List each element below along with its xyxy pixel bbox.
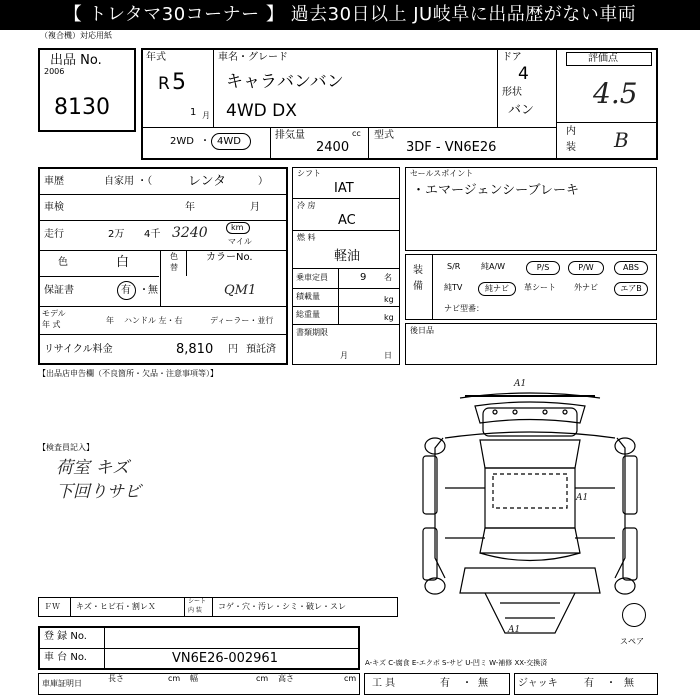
gross-unit: kg xyxy=(384,313,394,322)
equipment-label-1: 装 xyxy=(413,265,423,276)
registration-label: 登 録 No. xyxy=(44,631,87,642)
model-year-label-1: モデル xyxy=(42,309,66,318)
model-year-handle: ハンドル 左・右 xyxy=(124,316,183,325)
mileage-unit-mile: マイル xyxy=(228,237,252,246)
seat-label-1: シート xyxy=(188,598,207,605)
recycle-value: 8,810 xyxy=(176,342,214,357)
model-value: 3DF - VN6E26 xyxy=(406,140,497,155)
diagram-mark-right: A1 xyxy=(576,493,589,503)
spare-label: スペア xyxy=(620,637,644,646)
body-type-label: 形状 xyxy=(502,87,522,98)
gross-label: 総重量 xyxy=(296,310,320,319)
jack-dot: ・ xyxy=(606,678,616,689)
equip-ps: P/S xyxy=(526,261,560,275)
mileage-man: 2万 xyxy=(108,229,125,240)
garage-cm-2: cm xyxy=(256,674,269,683)
door-value: 4 xyxy=(518,64,529,84)
inspector-line-1: 荷室 キズ xyxy=(56,458,130,478)
navi-model-label: ナビ型番： xyxy=(444,304,484,313)
recycle-unit: 円 xyxy=(228,344,238,355)
inspection-label: 車検 xyxy=(44,202,64,213)
lot-stamp: 2006 xyxy=(44,67,65,76)
drive-opt1: 2WD xyxy=(170,136,194,147)
equip-tv: 純TV xyxy=(444,283,463,292)
diagram-mark-bottom: A1 xyxy=(508,625,521,635)
tools-no: 無 xyxy=(478,678,488,689)
fw-text: キズ・ヒビ石・割レＸ xyxy=(76,602,156,611)
header-note: （複合機）対応用紙 xyxy=(40,31,112,40)
tools-yes: 有 xyxy=(440,678,450,689)
aftermarket-box xyxy=(405,323,657,365)
color-change-label-1: 色 xyxy=(170,252,178,261)
model-year-label-2: 年 式 xyxy=(42,320,61,329)
jack-no: 無 xyxy=(624,678,634,689)
seat-text: コゲ・穴・汚レ・シミ・破レ・スレ xyxy=(218,602,346,611)
equip-navi: 純ナビ xyxy=(478,282,516,296)
year-value: 5 xyxy=(172,70,186,95)
documents-label: 書類期限 xyxy=(296,328,328,337)
equip-sr: S/R xyxy=(447,262,461,271)
selling-point-box xyxy=(405,167,657,251)
warranty-no: 無 xyxy=(148,285,158,296)
warranty-dot: ・ xyxy=(139,285,149,296)
year-era: R xyxy=(158,74,170,94)
selling-point-value: ・エマージェンシーブレーキ xyxy=(412,183,579,198)
equip-abs: ABS xyxy=(614,261,648,275)
seat-label-2: 内 装 xyxy=(188,607,202,614)
warranty-label: 保証書 xyxy=(44,285,74,296)
year-label: 年式 xyxy=(146,52,166,63)
score-label: 評価点 xyxy=(588,53,618,64)
selling-point-label: セールスポイント xyxy=(410,169,474,178)
shift-label: シフト xyxy=(297,169,321,178)
documents-day: 日 xyxy=(384,351,392,360)
history-value: レンタ xyxy=(188,174,227,189)
history-type: 自家用 ・（ xyxy=(104,176,153,187)
capacity-unit: 名 xyxy=(384,273,392,282)
model-label: 型式 xyxy=(374,130,394,141)
chassis-value: VN6E26-002961 xyxy=(172,651,278,666)
equip-leather: 革シート xyxy=(524,283,556,292)
inspector-line-2: 下回りサビ xyxy=(56,482,141,502)
spec-table xyxy=(38,167,288,365)
jack-label: ジャッキ xyxy=(518,678,558,689)
drive-opt2: 4WD xyxy=(217,136,241,147)
garage-cm-3: cm xyxy=(344,674,357,683)
model-year-dealer: ディーラー・並行 xyxy=(210,316,274,325)
inspection-year: 年 xyxy=(185,202,195,213)
history-close: ） xyxy=(258,176,268,187)
car-damage-diagram xyxy=(405,378,655,643)
displacement-unit: cc xyxy=(352,129,361,138)
load-label: 積載量 xyxy=(296,292,320,301)
displacement-value: 2400 xyxy=(316,140,350,155)
vehicle-name-label: 車名・グレード xyxy=(218,52,288,63)
vehicle-name: キャラバンバン xyxy=(226,72,344,92)
interior-label-2: 装 xyxy=(566,142,576,153)
vehicle-grade: 4WD DX xyxy=(226,101,297,121)
displacement-label: 排気量 xyxy=(275,130,305,141)
garage-box xyxy=(38,673,360,695)
spare-circle xyxy=(622,603,646,627)
color-change-label-2: 替 xyxy=(170,263,178,272)
equipment-label-2: 備 xyxy=(413,281,423,292)
cooling-value: AC xyxy=(338,213,356,228)
year-month: 1 xyxy=(190,107,197,118)
garage-long: 長さ xyxy=(108,674,124,683)
interior-value: B xyxy=(614,128,629,152)
inspection-month: 月 xyxy=(250,202,260,213)
garage-label: 車庫証明日 xyxy=(42,679,82,688)
equip-ext-navi: 外ナビ xyxy=(574,283,598,292)
tools-label: 工 具 xyxy=(372,678,396,689)
lot-number: 8130 xyxy=(54,95,110,120)
color-no-handwritten: QM1 xyxy=(224,283,257,298)
body-type-value: バン xyxy=(508,103,535,118)
score-value: 4.5 xyxy=(593,77,638,110)
declaration-label: 【出品店申告欄（不良箇所・欠品・注意事項等）】 xyxy=(38,369,218,378)
interior-label-1: 内 xyxy=(566,126,576,137)
documents-month: 月 xyxy=(340,351,348,360)
equip-aw: 純A/W xyxy=(481,262,506,271)
equip-pw: P/W xyxy=(568,261,604,275)
drive-sep: ・ xyxy=(200,136,210,147)
fuel-label: 燃 料 xyxy=(297,233,316,242)
damage-codes: A-キズ C-腐食 E-エクボ S-サビ U-凹ミ W-補修 XX-交換済 xyxy=(365,659,548,667)
warranty-yes: 有 xyxy=(121,285,131,296)
capacity-label: 乗車定員 xyxy=(296,273,328,282)
mileage-handwritten: 3240 xyxy=(172,225,208,241)
recycle-label: リサイクル料金 xyxy=(44,344,113,355)
color-label: 色 xyxy=(58,257,68,268)
chassis-label: 車 台 No. xyxy=(44,652,87,663)
tools-dot: ・ xyxy=(462,678,472,689)
model-year-year: 年 xyxy=(106,316,114,325)
shift-value: IAT xyxy=(334,181,354,196)
diagram-mark-top: A1 xyxy=(514,379,527,389)
door-label: ドア xyxy=(502,52,522,63)
capacity-value: 9 xyxy=(360,272,367,283)
lot-label: 出品 No. xyxy=(50,53,102,68)
garage-width: 幅 xyxy=(190,674,198,683)
year-month-unit: 月 xyxy=(202,111,210,120)
history-label: 車歴 xyxy=(44,176,64,187)
color-no-label: カラーNo. xyxy=(206,252,253,263)
jack-yes: 有 xyxy=(584,678,594,689)
equip-airbag: エアB xyxy=(614,282,648,296)
mileage-sen: 4千 xyxy=(144,229,161,240)
aftermarket-label: 後日品 xyxy=(410,326,434,335)
inspector-label: 【検査員記入】 xyxy=(38,443,94,452)
cooling-label: 冷 房 xyxy=(297,201,316,210)
recycle-note: 預託済 xyxy=(246,344,276,355)
fw-label: ＦＷ xyxy=(44,602,60,611)
garage-height: 高さ xyxy=(278,674,294,683)
color-value: 白 xyxy=(116,255,130,270)
mileage-unit-km: km xyxy=(231,223,244,232)
mileage-label: 走行 xyxy=(44,229,64,240)
fuel-value: 軽油 xyxy=(334,249,361,264)
garage-cm-1: cm xyxy=(168,674,181,683)
corner-banner: 【 トレタマ30コーナー 】 過去30日以上 JU岐阜に出品歴がない車両 xyxy=(0,0,700,30)
load-unit: kg xyxy=(384,295,394,304)
